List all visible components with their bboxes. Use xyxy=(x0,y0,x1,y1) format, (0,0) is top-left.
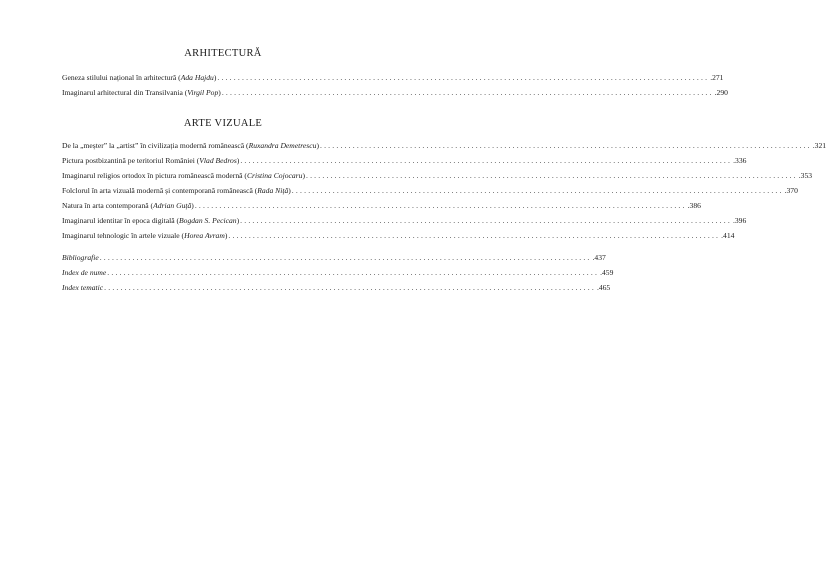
dot-leader: ........................................................................................................................ xyxy=(221,88,714,97)
toc-list-arte-vizuale xyxy=(62,138,826,243)
entry-page: .386 xyxy=(687,201,701,210)
entry-page: .465 xyxy=(596,283,611,292)
entry-page: .271 xyxy=(710,73,724,82)
dot-leader: ........................................................................................................................ xyxy=(99,253,592,262)
entry-page: .336 xyxy=(733,156,747,165)
section-title-arhitectura: ARHITECTURĂ xyxy=(184,48,262,59)
dot-leader: ........................................................................................................................ xyxy=(228,231,721,240)
dot-leader: ........................................................................................................................ xyxy=(291,186,784,195)
entry-page: .321 xyxy=(812,141,826,150)
toc-entry xyxy=(62,70,724,85)
toc-list-arhitectura xyxy=(62,70,728,100)
entry-author: Horea Avram xyxy=(184,231,225,240)
entry-author: Ruxandra Demetrescu xyxy=(248,141,317,150)
entry-title: Imaginarul religios ortodox în pictura românească modernă (Cristina Cojocaru) xyxy=(62,171,305,180)
entry-page: .370 xyxy=(784,186,798,195)
dot-leader: ........................................................................................................................ xyxy=(194,201,687,210)
toc-entry xyxy=(62,138,826,153)
entry-title: Imaginarul tehnologic în artele vizuale (Horea Avram) xyxy=(62,231,228,240)
dot-leader: ........................................................................................................................ xyxy=(107,268,600,277)
dot-leader: ........................................................................................................................ xyxy=(319,141,812,150)
entry-title: Index de nume xyxy=(62,268,107,277)
dot-leader: ........................................................................................................................ xyxy=(217,73,710,82)
entry-author: Cristina Cojocaru xyxy=(246,171,303,180)
entry-author: Rada Niță xyxy=(257,186,289,195)
entry-title: Bibliografie xyxy=(62,253,99,262)
entry-page: .459 xyxy=(600,268,614,277)
toc-entry xyxy=(62,213,747,228)
entry-title: Imaginarul arhitectural din Transilvania (Virgil Pop) xyxy=(62,88,221,97)
toc-entry-bibliografie xyxy=(62,250,606,265)
toc-entry-index-tematic xyxy=(62,280,611,295)
dot-leader: ........................................................................................................................ xyxy=(104,283,596,292)
dot-leader: ........................................................................................................................ xyxy=(240,216,732,225)
entry-author: Virgil Pop xyxy=(187,88,219,97)
entry-author: Ada Hajdu xyxy=(180,73,214,82)
toc-entry xyxy=(62,168,813,183)
toc-entry xyxy=(62,228,735,243)
entry-title: Natura în arta contemporană (Adrian Guță) xyxy=(62,201,194,210)
entry-page: .396 xyxy=(732,216,747,225)
toc-entry xyxy=(62,85,728,100)
entry-page: .437 xyxy=(592,253,606,262)
entry-author: Bogdan S. Pecican xyxy=(179,216,237,225)
toc-entry-index-de-nume xyxy=(62,265,614,280)
entry-title: Index tematic xyxy=(62,283,104,292)
entry-page: .290 xyxy=(714,88,728,97)
entry-author: Adrian Guță xyxy=(153,201,192,210)
entry-title: De la „meșter” la „artist” în civilizația modernă românească (Ruxandra Demetrescu) xyxy=(62,141,319,150)
toc-entry xyxy=(62,183,798,198)
toc-list-back-matter xyxy=(62,250,614,295)
entry-title: Imaginarul identitar în epoca digitală (Bogdan S. Pecican) xyxy=(62,216,240,225)
toc-entry xyxy=(62,153,747,168)
entry-title: Geneza stilului național în arhitectură (Ada Hajdu) xyxy=(62,73,217,82)
dot-leader: ........................................................................................................................ xyxy=(305,171,798,180)
dot-leader: ........................................................................................................................ xyxy=(240,156,733,165)
entry-page: .414 xyxy=(721,231,735,240)
entry-title: Pictura postbizantină pe teritoriul României (Vlad Bedros) xyxy=(62,156,240,165)
entry-page: .353 xyxy=(798,171,813,180)
toc-entry xyxy=(62,198,701,213)
section-title-arte-vizuale: ARTE VIZUALE xyxy=(183,118,263,129)
entry-title: Folclorul în arta vizuală modernă și contemporană românească (Rada Niță) xyxy=(62,186,291,195)
entry-author: Vlad Bedros xyxy=(199,156,237,165)
